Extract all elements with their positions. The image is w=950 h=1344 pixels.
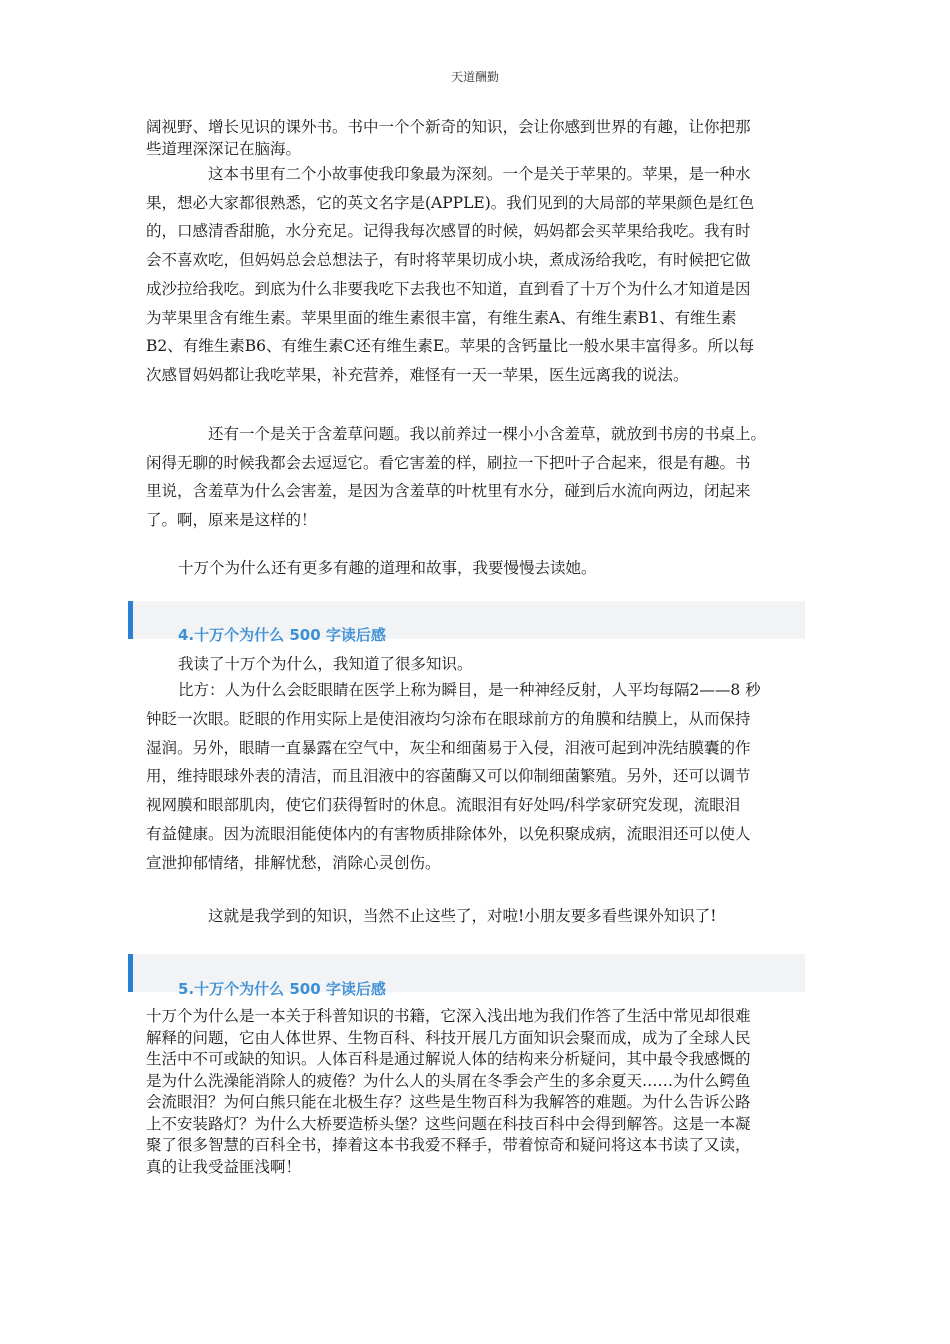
heading-accent <box>128 601 133 639</box>
text-line: 有益健康。因为流眼泪能使体内的有害物质排除体外，以免积聚成病，流眼泪还可以使人 <box>146 824 751 843</box>
text-line: 这本书里有二个小故事使我印象最为深刻。一个是关于苹果的。苹果，是一种水 <box>208 165 751 183</box>
text-line: 十万个为什么是一本关于科普知识的书籍，它深入浅出地为我们作答了生活中常见却很难 <box>146 1007 751 1025</box>
section-5-paragraph <box>146 1006 808 1178</box>
closing-paragraph: 十万个为什么还有更多有趣的道理和故事，我要慢慢去读她。 <box>178 559 597 577</box>
text-line: 还有一个是关于含羞草问题。我以前养过一棵小小含羞草，就放到书房的书桌上。 <box>208 425 767 443</box>
text-line: 为苹果里含有维生素。苹果里面的维生素很丰富，有维生素A、有维生素B1、有维生素 <box>146 308 737 327</box>
apple-paragraph <box>146 160 808 390</box>
intro-paragraph <box>146 116 808 160</box>
section-4-paragraph <box>146 676 808 878</box>
text-line: 阔视野、增长见识的课外书。书中一个个新奇的知识，会让你感到世界的有趣，让你把那 <box>146 118 751 136</box>
text-line: 比方：人为什么会眨眼睛在医学上称为瞬目，是一种神经反射，人平均每隔2——8 秒 <box>178 681 761 699</box>
text-line: 湿润。另外，眼睛一直暴露在空气中，灰尘和细菌易于入侵，泪液可起到冲洗结膜囊的作 <box>146 738 751 757</box>
text-line: 宣泄抑郁情绪，排解忧愁，消除心灵创伤。 <box>146 853 441 872</box>
text-line: 果，想必大家都很熟悉，它的英文名字是(APPLE)。我们见到的大局部的苹果颜色是红色 <box>146 193 755 212</box>
page-header: 天道酬勤 <box>450 70 499 84</box>
text-line: 真的让我受益匪浅啊！ <box>146 1157 302 1176</box>
text-line: B2、有维生素B6、有维生素C还有维生素E。苹果的含钙量比一般水果丰富得多。所以每 <box>146 337 755 356</box>
text-line: 些道理深深记在脑海。 <box>146 140 302 158</box>
text-line: 上不安装路灯？为什么大桥要造桥头堡？这些问题在科技百科中会得到解答。这是一本凝 <box>146 1114 751 1133</box>
text-line: 里说，含羞草为什么会害羞，是因为含羞草的叶枕里有水分，碰到后水流向两边，闭起来 <box>146 482 751 501</box>
text-line: 解释的问题，它由人体世界、生物百科、科技开展几方面知识会聚而成，成为了全球人民 <box>146 1028 751 1047</box>
section-4-title: 4.十万个为什么 500 字读后感 <box>178 626 386 644</box>
section-4-closing: 这就是我学到的知识，当然不止这些了，对啦!小朋友要多看些课外知识了! <box>208 907 717 925</box>
text-line: 次感冒妈妈都让我吃苹果，补充营养，难怪有一天一苹果，医生远离我的说法。 <box>146 365 689 384</box>
text-line: 聚了很多智慧的百科全书，捧着这本书我爱不释手，带着惊奇和疑问将这本书读了又读， <box>146 1136 751 1154</box>
text-line: 是为什么洗澡能消除人的疲倦？为什么人的头屑在冬季会产生的多余夏天……为什么鳄鱼 <box>146 1071 751 1090</box>
text-line: 成沙拉给我吃。到底为什么非要我吃下去我也不知道，直到看了十万个为什么才知道是因 <box>146 279 751 298</box>
text-line: 会流眼泪？为何白熊只能在北极生存？这些是生物百科为我解答的难题。为什么告诉公路 <box>146 1093 751 1111</box>
mimosa-paragraph <box>146 420 808 535</box>
text-line: 生活中不可或缺的知识。人体百科是通过解说人体的结构来分析疑问，其中最令我感慨的 <box>146 1050 751 1068</box>
text-line: 钟眨一次眼。眨眼的作用实际上是使泪液均匀涂布在眼球前方的角膜和结膜上，从而保持 <box>146 709 751 728</box>
heading-accent <box>128 954 133 992</box>
text-line: 了。啊，原来是这样的！ <box>146 511 317 530</box>
text-line: 的，口感清香甜脆，水分充足。记得我每次感冒的时候，妈妈都会买苹果给我吃。我有时 <box>146 222 751 241</box>
text-line: 闲得无聊的时候我都会去逗逗它。看它害羞的样，刷拉一下把叶子合起来，很是有趣。书 <box>146 453 751 472</box>
text-line: 用，维持眼球外表的清洁，而且泪液中的容菌酶又可以仰制细菌繁殖。另外，还可以调节 <box>146 767 751 786</box>
section-4-lead: 我读了十万个为什么，我知道了很多知识。 <box>178 655 473 673</box>
text-line: 会不喜欢吃，但妈妈总会总想法子，有时将苹果切成小块，煮成汤给我吃，有时候把它做 <box>146 251 751 270</box>
section-5-title: 5.十万个为什么 500 字读后感 <box>178 980 386 998</box>
text-line: 视网膜和眼部肌肉，使它们获得暂时的休息。流眼泪有好处吗/科学家研究发现，流眼泪 <box>146 796 741 815</box>
